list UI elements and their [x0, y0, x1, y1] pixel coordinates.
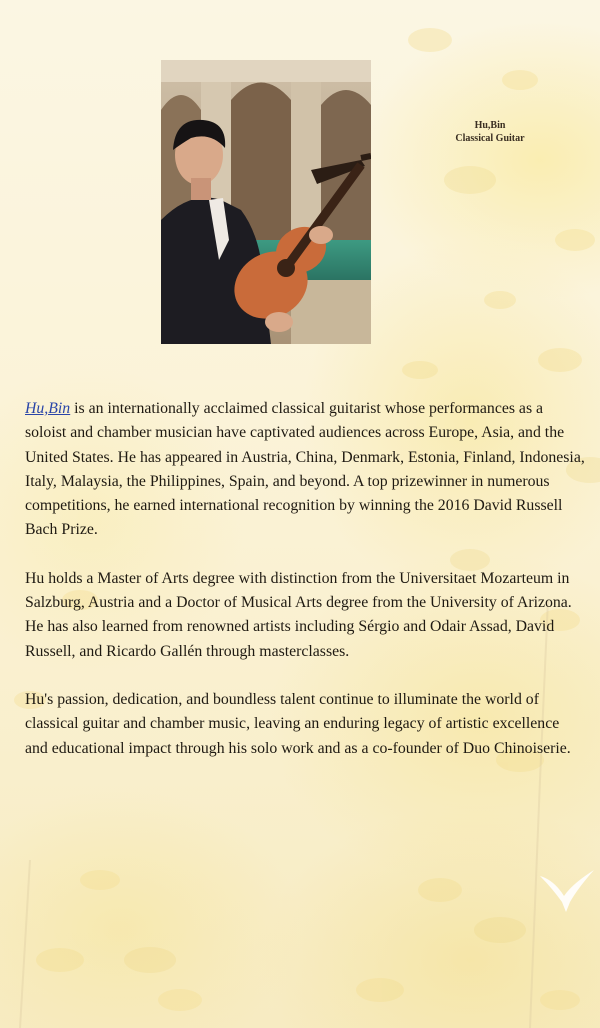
caption-instrument: Classical Guitar	[455, 133, 525, 144]
bio-paragraph-3: Hu's passion, dedication, and boundless talent continue to illuminate the world of classical guitar and chamber music, leaving an enduring legacy of artistic excellence and educational impact through his solo work and as a co-founder of Duo Chinoiserie.	[25, 690, 571, 757]
artist-caption	[430, 119, 550, 145]
portrait-photo-icon	[161, 60, 371, 344]
bird-icon	[538, 866, 596, 916]
artist-portrait-photo	[161, 60, 371, 344]
artist-biography	[25, 397, 585, 785]
caption-name: Hu,Bin	[474, 120, 506, 131]
artist-name-link[interactable]: Hu,Bin	[25, 400, 71, 417]
bio-paragraph-1	[25, 397, 585, 543]
bio-paragraph-2: Hu holds a Master of Arts degree with distinction from the Universitaet Mozarteum in Salzburg, Austria and a Doctor of Musical Arts degree from the University of Arizona. He has also learned from renowned artists including Sérgio and Odair Assad, David Russell, and Ricardo Gallén through masterclasses.	[25, 569, 572, 660]
bio-paragraph-1-text: is an internationally acclaimed classical guitarist whose performances as a soloist and chamber musician have captivated audiences across Europe, Asia, and the United States. He has appeared in Austria, China, Denmark, Estonia, Finland, Indonesia, Italy, Malaysia, the Philippines, Spain, and beyond. A top prizewinner in numerous competitions, he earned international recognition by winning the 2016 David Russell Bach Prize.	[25, 400, 585, 539]
